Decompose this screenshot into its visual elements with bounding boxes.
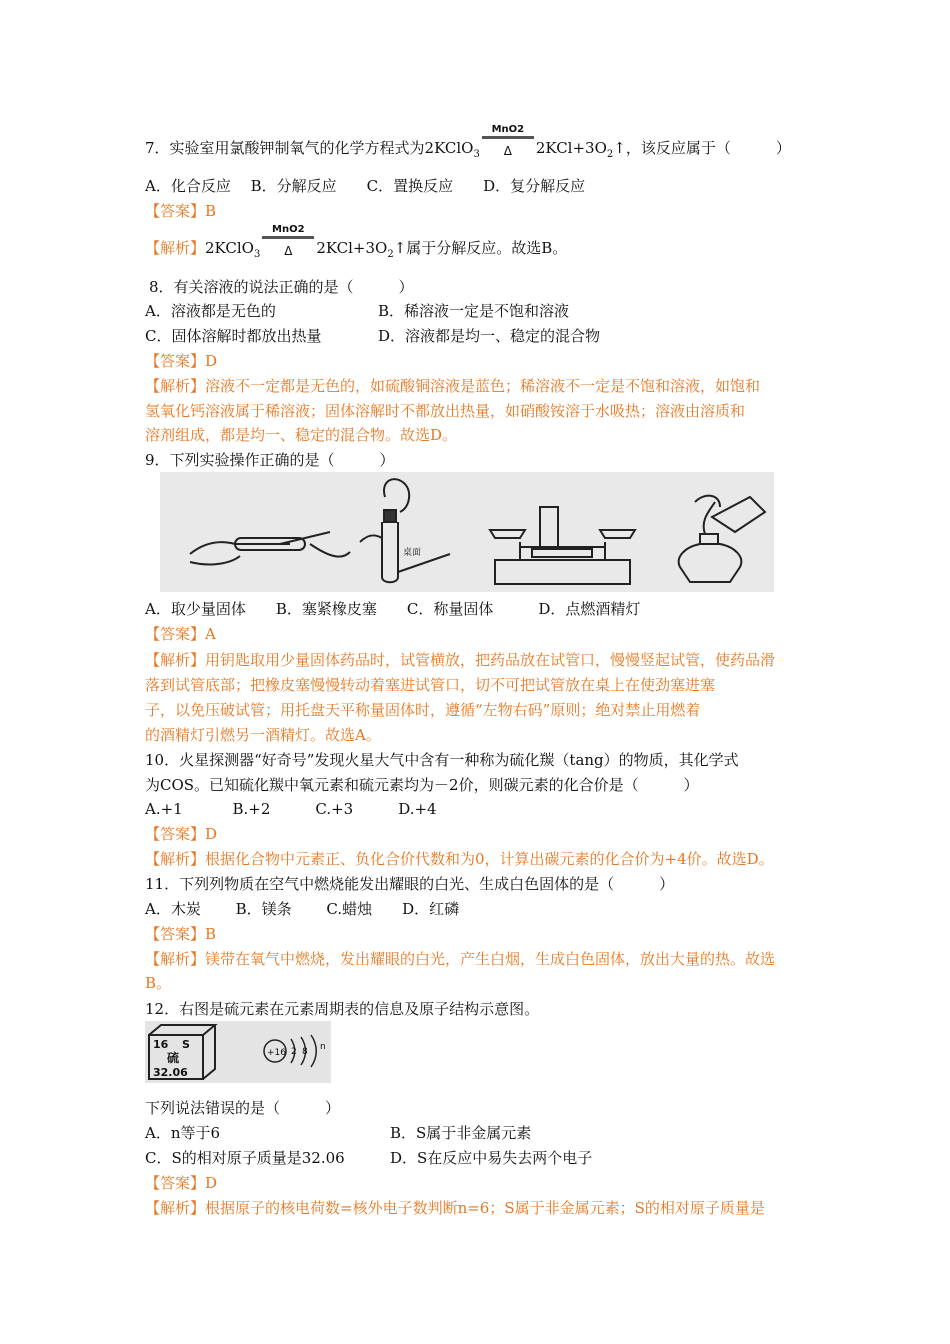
element-name: 硫 (167, 1051, 180, 1065)
balance-drawing (490, 507, 635, 584)
q10-analysis: 【解析】根据化合物中元素正、负化合价代数和为0，计算出碳元素的化合价为+4价。故选D。 (145, 850, 774, 868)
q8-analysis-3: 溶剂组成，都是均一、稳定的混合物。故选D。 (145, 426, 458, 444)
q11-analysis-2: B。 (145, 974, 172, 992)
q10-stem-1: 10．火星探测器“好奇号”发现火星大气中含有一种称为硫化羰（tang）的物质，其化学式 (145, 751, 739, 769)
q9-analysis-1: 【解析】用钥匙取用少量固体药品时，试管横放，把药品放在试管口，慢慢竖起试管，使药品滑 (145, 651, 776, 669)
reaction-condition-2: MnO2 Δ (262, 238, 314, 260)
element-number: 16 (153, 1038, 169, 1051)
q12-answer: 【答案】D (145, 1174, 218, 1192)
q9-analysis-4: 的酒精灯引燃另一酒精灯。故选A。 (145, 726, 381, 744)
element-symbol: S (182, 1038, 190, 1051)
sulfur-element-figure (145, 1021, 331, 1083)
q7-analysis: 【解析】2KClO$_3$ MnO2 Δ $2KCl+3O_2↑$属于分解反应。故选B。 (145, 224, 568, 260)
q7-options: A．化合反应 B．分解反应 C．置换反应 D．复分解反应 (145, 177, 586, 195)
q9-analysis-2: 落到试管底部；把橡皮塞慢慢转动着塞进试管口，切不可把试管放在桌上在使劲塞进塞 (145, 676, 716, 694)
q12-option-c: C．S的相对原子质量是32.06 (145, 1149, 345, 1167)
q8-analysis-1: 【解析】溶液不一定都是无色的，如硫酸铜溶液是蓝色；稀溶液不一定是不饱和溶液，如饱和 (145, 377, 761, 395)
q12-option-a: A．n等于6 (145, 1124, 221, 1142)
q11-answer: 【答案】B (145, 925, 217, 943)
element-mass: 32.06 (153, 1066, 188, 1079)
lab-operations-illustration (160, 472, 774, 592)
q9-options: A．取少量固体 B．塞紧橡皮塞 C．称量固体 D．点燃酒精灯 (145, 600, 641, 618)
q8-analysis-2: 氢氧化钙溶液属于稀溶液；固体溶解时不都放出热量，如硝酸铵溶于水吸热；溶液由溶质和 (145, 402, 746, 420)
spatula-test-tube-drawing (190, 532, 350, 564)
shell-1-electrons: 2 (291, 1047, 297, 1057)
q12-ask: 下列说法错误的是（ ） (145, 1099, 341, 1117)
sulfur-element-illustration (145, 1021, 331, 1083)
q10-answer: 【答案】D (145, 825, 218, 843)
q8-stem: 8．有关溶液的说法正确的是（ ） (149, 278, 414, 296)
q9-analysis-3: 子，以免压破试管；用托盘天平称量固体时，遵循“左物右码”原则；绝对禁止用燃着 (145, 701, 701, 719)
q12-analysis: 【解析】根据原子的核电荷数=核外电子数判断n=6；S属于非金属元素；S的相对原子质量是 (145, 1199, 765, 1217)
stopper-test-tube-drawing (360, 479, 450, 582)
q9-stem: 9．下列实验操作正确的是（ ） (145, 451, 395, 469)
desk-label: 桌面 (403, 547, 422, 557)
q8-answer: 【答案】D (145, 352, 218, 370)
q9-answer: 【答案】A (145, 625, 216, 643)
q12-option-d: D．S在反应中易失去两个电子 (390, 1149, 593, 1167)
q10-stem-2: 为COS。已知硫化羰中氧元素和硫元素均为－2价，则碳元素的化合价是（ ） (145, 776, 699, 794)
q12-stem: 12．右图是硫元素在元素周期表的信息及原子结构示意图。 (145, 1000, 540, 1018)
q8-option-a: A．溶液都是无色的 (145, 302, 276, 320)
shell-2-electrons: 8 (302, 1047, 308, 1057)
q8-option-c: C．固体溶解时都放出热量 (145, 327, 322, 345)
q7-stem: 7．实验室用氯酸钾制氧气的化学方程式为2KClO$_3$ MnO2 Δ $2KCl+3O_2↑$，该反应属于（ ） (145, 124, 791, 160)
reaction-condition: MnO2 Δ (482, 138, 534, 160)
q7-answer: 【答案】B (145, 202, 217, 220)
q12-option-b: B．S属于非金属元素 (390, 1124, 532, 1142)
q11-stem: 11．下列列物质在空气中燃烧能发出耀眼的白光、生成白色固体的是（ ） (145, 875, 675, 893)
q11-options: A．木炭 B．镁条 C.蜡烛 D．红磷 (145, 900, 460, 918)
q8-option-b: B．稀溶液一定是不饱和溶液 (378, 302, 570, 320)
alcohol-lamps-drawing (679, 496, 765, 582)
q10-options: A.+1 B.+2 C.+3 D.+4 (145, 800, 437, 818)
q11-analysis-1: 【解析】镁带在氧气中燃烧，发出耀眼的白光，产生白烟，生成白色固体，放出大量的热。故选 (145, 950, 776, 968)
shell-3-electrons: n (320, 1042, 326, 1052)
lab-operations-figure (160, 472, 774, 592)
q8-option-d: D．溶液都是均一、稳定的混合物 (378, 327, 601, 345)
nucleus-charge: +16 (267, 1048, 286, 1058)
